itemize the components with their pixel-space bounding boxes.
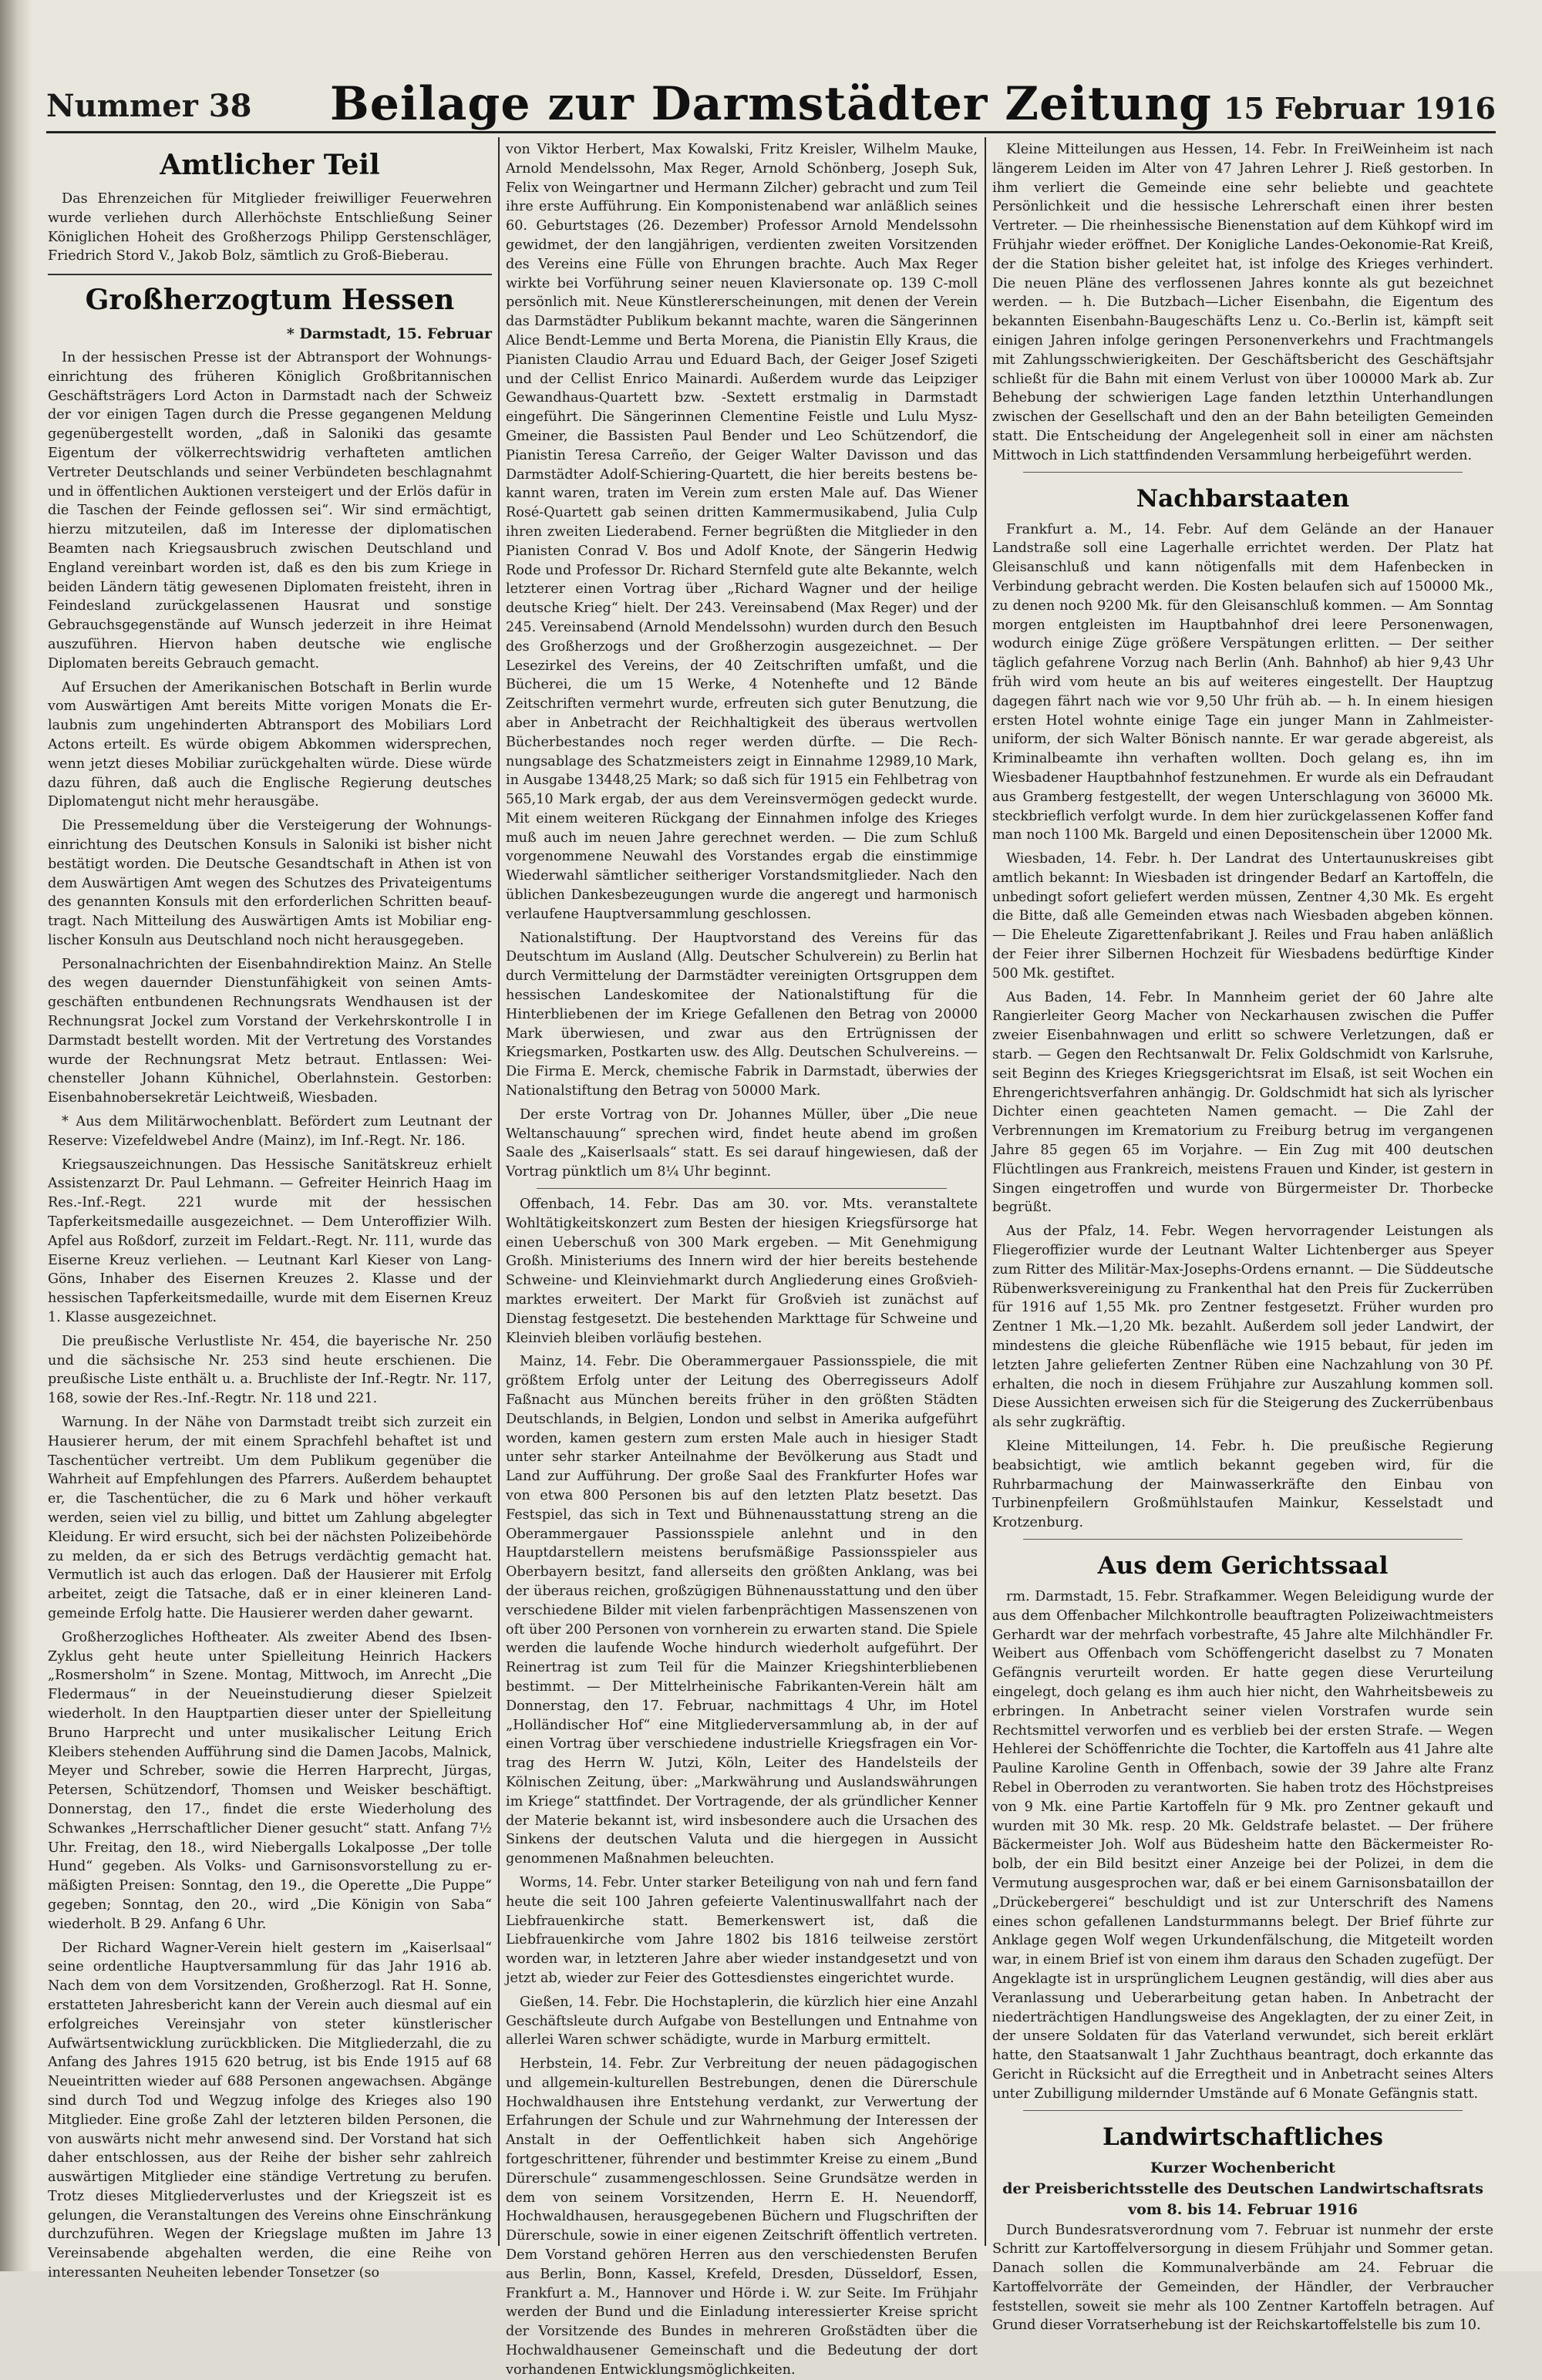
article-paragraph: Herbstein, 14. Febr. Zur Verbreitung der neuen pädagogischen und allgemein-kulturellen Bestrebungen, denen die Dürerschule Hochwaldhausen ihre Entstehung verdankt, zur Verwertung der Erfahrungen der Schule und zur Wahrnehmung der Interessen der Anstalt in der Oeffentlichkeit haben sich Angehörige fortgeschrittener, führender und bestimmter Kreise zu einem „Bund Dürerschule“ zusammengeschlossen. Seine Grundsätze werden in dem von seinem Vorsitzenden, Herrn E. H. Neuendorff, Hochwaldhausen, herausgegebenen Büchern und Flugschriften der Dürerschule, sowie in einer eigenen Zeitschrift öffentlich vertreten. Dem Vorstand gehören Herren aus den verschiedensten Berufen aus Berlin, Bonn, Kassel, Krefeld, Dresden, Düsseldorf, Essen, Frankfurt a. M., Hannover und Hörde i. W. zur Seite. Im Frühjahr werden der Bund und die Einladung interessierter Kreise spricht der Vorsitzende des Bundes in mehreren Großstädten über die Hochwaldhausener Gemeinschaft und die Bedeutung der dort vorhandenen Entwicklungsmöglichkeiten. bbox=[506, 2056, 978, 2378]
masthead bbox=[46, 77, 1496, 131]
article-paragraph: Personalnachrichten der Eisenbahndirektion Mainz. An Stelle des wegen dauernder Dienstunfähigkeit von seinen Amtsgeschäften entbundenen Rechnungsrats Wendhausen ist der Rechnungsrat Jockel zum Vorstand der Verkehrskontrolle I in Darmstadt bestellt worden. Mit der Vertretung des Vorstandes wurde der Rechnungsrat Metz betraut. Entlassen: Weichensteller Johann Kühnichel, Oberlahnstein. Gestorben: Eisenbahnobersekretär Leichtweiß, Wiesbaden. bbox=[48, 956, 492, 1106]
section-heading-amtlich: Amtlicher Teil bbox=[160, 149, 380, 181]
article-paragraph: von Viktor Herbert, Max Kowalski, Fritz Kreisler, Wilhelm Mauke, Arnold Mendelssohn, Max Reger, Arnold Schönberg, Joseph Suk, Felix von Weingartner und Hermann Zilcher) gebracht und zum Teil ihre erste Aufführung. Ein Komponistenabend war anläßlich seines 60. Geburtstages (26. Dezember) Professor Arnold Mendelssohn gewidmet, der den langjährigen, verdienten zweiten Vorsitzenden des Vereins eine Fülle von Ehrungen brachte. Auch Max Reger wirkte bei Vorführung seiner neuen Klaviersonate op. 139 C-moll persönlich mit. Neue Künstlererscheinungen, mit denen der Verein das Darmstädter Publikum bekannt machte, waren die Sängerinnen Alice Bendt-Lemme und Berta Morena, die Pianistin Elly Kraus, die Pianisten Claudio Arrau und Eduard Bach, der Geiger Josef Szigeti und der Cellist Enrico Mainardi. Außerdem wurde das Leipziger Gewandhaus-Quartett bzw. -Sextett erstmalig in Darmstadt eingeführt. Die Sängerinnen Clementine Feistle und Lulu Mysz-Gmeiner, die Bassisten Paul Bender und Leo Schützendorf, die Pianistin Teresa Carreño, der Geiger Walter Davisson und das Darmstädter Adolf-Schiering-Quartett, die hier bereits bestens bekannt waren, traten im Verein zum ersten Male auf. Das Wiener Rosé-Quartett gab seinen dritten Kammermusikabend, Julia Culp ihren zweiten Liederabend. Ferner begrüßten die Mitglieder in den Pianisten Conrad V. Bos und Adolf Knote, der Sängerin Hedwig Rode und Professor Dr. Richard Sternfeld gute alte Bekannte, welch letzterer einen Vortrag über „Richard Wagner und der heilige deutsche Krieg“ hielt. Der 243. Vereinsabend (Max Reger) und der 245. Vereinsabend (Arnold Mendelssohn) wurden durch den Besuch des Großherzogs und der Großherzogin ausgezeichnet. — Der Lesezirkel des Vereins, der 40 Zeitschriften umfaßt, und die Bücherei, die um 15 Werke, 4 Notenhefte und 12 Bände Zeitschriften vermehrt wurde, erfreuten sich guter Benutzung, die aber in Anbetracht der Reichhaltigkeit des überaus wertvollen Bücherbestandes noch reger werden dürfte. — Die Rechnungsablage des Schatzmeisters zeigt in Einnahme 12989,10 Mark, in Ausgabe 13448,25 Mark; so daß sich für 1915 ein Fehlbetrag von 565,10 Mark ergab, der aus dem Vereinsvermögen gedeckt wurde. Mit einem weiteren Rückgang der Einnahmen infolge des Krieges muß auch im neuen Jahre gerechnet werden. — Die zum Schluß vorgenommene Neuwahl des Vorstandes ergab die einstimmige Wiederwahl sämtlicher seitheriger Vorstandsmitglieder. Nach den üblichen Dankesbezeugungen wurde die angeregt und harmonisch verlaufene Hauptversammlung geschlossen. bbox=[506, 142, 978, 922]
article-paragraph: Die Pressemeldung über die Versteigerung der Wohnungseinrichtung des Deutschen Konsuls in Saloniki ist bisher nicht bestätigt worden. Die Deutsche Gesandtschaft in Athen ist von dem Auswärtigen Amt wegen des Schutzes des Privateigentums des genannten Konsuls mit den erforderlichen Schritten beauftragt. Nach Mitteilung des Auswärtigen Amts ist Mobiliar englischer Konsuln aus Deutschland noch nicht herausgegeben. bbox=[48, 818, 492, 948]
article-paragraph: In der hessischen Presse ist der Abtransport der Wohnungseinrichtung des früheren Königlich Großbritannischen Geschäftsträgers Lord Acton in Darmstadt nach der Schweiz der vor einigen Tagen durch die Presse gegangenen Meldung gegenübergestellt worden, „daß in Saloniki das gesamte Eigentum der völkerrechtswidrig verhafteten amtlichen Vertreter Deutschlands und seiner Verbündeten beschlagnahmt und in öffentlichen Auktionen versteigert und der Erlös dafür in die Taschen der Feinde geflossen sei“. Wir sind ermächtigt, hierzu mitzuteilen, daß im Interesse der diplomatischen Beamten nach Kriegsausbruch zwischen Deutschland und England vereinbart worden ist, daß es den bis zum Kriege in beiden Ländern tätig gewesenen Diplomaten freisteht, ihren in Feindesland zurückgelassenen Hausrat und sonstige Gebrauchsgegenstände auf Wunsch jederzeit in ihre Heimat auszuführen. Hiervon haben deutsche wie englische Diplomaten bereits Gebrauch gemacht. bbox=[48, 349, 492, 672]
report-period: vom 8. bis 14. Februar 1916 bbox=[1128, 2200, 1358, 2218]
section-heading-landwirtschaft: Landwirtschaftliches bbox=[1103, 2122, 1383, 2151]
report-source: der Preisberichtsstelle des Deutschen Landwirtschaftsrats bbox=[1002, 2180, 1483, 2197]
article-paragraph: Auf Ersuchen der Amerikanischen Botschaft in Berlin wurde vom Auswärtigen Amt bereits Mitte vorigen Monats die Erlaubnis zum ungehinderten Abtransport des Mobiliars Lord Actons erteilt. Es würde obigem Abkommen widersprechen, wenn jetzt dieses Mobiliar zurückgehalten würde. Diese würde dazu führen, daß auch die Englische Regierung deutsches Diplomatengut nicht mehr herausgäbe. bbox=[48, 679, 492, 810]
dateline: * Darmstadt, 15. Februar bbox=[286, 325, 492, 343]
column-rule-1 bbox=[498, 137, 500, 2246]
binding-edge bbox=[0, 0, 32, 2271]
article-paragraph: Aus Baden, 14. Febr. In Mannheim geriet der 60 Jahre alte Rangierleiter Georg Macher von Neckarhausen zwischen die Puffer zweier Eisenbahnwagen und erlitt so schwere Verletzungen, daß er starb. — Gegen den Rechtsanwalt Dr. Felix Goldschmidt von Karlsruhe, seit Beginn des Krieges Kriegsgerichtsrat im Elsaß, ist seit Wochen ein Ehrengerichtsverfahren anhängig. Dr. Goldschmidt hat sich als lyrischer Dichter einen geachteten Namen gemacht. — Die Zahl der Verbrennungen im Krematorium zu Freiburg betrug im vergangenen Jahre 85 gegen 65 im Vorjahre. — Ein Zug mit 400 deutschen Flüchtlingen aus Frankreich, meistens Frauen und Kinder, ist gestern in Singen eingetroffen und wurde von Bürgermeister Dr. Thorbecke begrüßt. bbox=[992, 989, 1493, 1216]
article-paragraph: Offenbach, 14. Febr. Das am 30. vor. Mts. veranstaltete Wohltätigkeitskonzert zum Besten der hiesigen Kriegsfürsorge hat einen Ueberschuß von 300 Mark ergeben. — Mit Genehmigung Großh. Ministeriums des Innern wird der hier bereits bestehende Schweine- und Kleinviehmarkt durch Angliederung eines Großviehmarktes erweitert. Der Markt für Großvieh ist zunächst auf Dienstag festgesetzt. Die bestehenden Markttage für Schweine und Kleinvieh bleiben vorläufig bestehen. bbox=[506, 1197, 978, 1346]
article-paragraph: Kleine Mitteilungen aus Hessen, 14. Febr. In FreiWeinheim ist nach längerem Leiden im Alter von 47 Jahren Lehrer J. Rieß gestorben. In ihm verliert die Gemeinde eine sehr beliebte und geachtete Persönlichkeit und die hessische Lehrerschaft einen ihrer besten Vertreter. — Die rheinhessische Bienenstation auf dem Kühkopf wird im Frühjahr wieder eröffnet. Der Konigliche Landes-Oekonomie-Rat Kreiß, der die Station bisher geleitet hat, ist infolge des Krieges verhindert. Die neuen Pläne des verflossenen Jahres konnte als gut bezeichnet werden. — h. Die Butzbach—Licher Eisenbahn, die Eigentum des bekannten Eisenbahn-Baugeschäfts Lenz u. Co.-Berlin ist, kämpft seit einigen Jahren infolge geringen Personenverkehrs und Frachtmangels mit Zahlungsschwierigkeiten. Der Geschäftsbericht des Geschäftsjahr schließt für die Bahn mit einem Verlust von über 100000 Mark ab. Zur Behebung der schwierigen Lage fanden letzthin Unterhandlungen zwischen der Gesellschaft und den an der Bahn beteiligten Gemeinden statt. Die Entscheidung der Angelegenheit soll in einer am nächsten Mittwoch in Lich stattfindenden Versammlung herbeigeführt werden. bbox=[992, 142, 1493, 463]
newspaper-title: Beilage zur Darmstädter Zeitung bbox=[330, 77, 1212, 131]
article-amtlich: Das Ehrenzeichen für Mitglieder freiwilliger Feuerwehren wurde verliehen durch Allerhöchste Entschließung Seiner Königlichen Hoheit des Großherzogs Philipp Gerstenschläger, Friedrich Stord V., Jakob Bolz, sämtlich zu Groß-Bieberau. bbox=[48, 191, 492, 264]
section-divider bbox=[1023, 2110, 1463, 2111]
masthead-rule bbox=[46, 131, 1496, 133]
section-divider bbox=[1023, 1539, 1463, 1540]
section-divider bbox=[537, 1188, 947, 1189]
column-3 bbox=[992, 140, 1493, 2334]
issue-number: Nummer 38 bbox=[46, 88, 252, 124]
article-paragraph: Warnung. In der Nähe von Darmstadt treibt sich zurzeit ein Hausierer herum, der mit einem Sprachfehl behaftet ist und Taschentücher vertreibt. Um dem Publikum gegenüber die Wahrheit auf Empfehlungen des Pfarrers. Außerdem behauptet er, die Taschentücher, die zu 6 Mark und höher verkauft werden, seien viel zu billig, und bittet um Zahlung abgelegter Kleidung. Er wird ersucht, sich bei der nächsten Polizeibehörde zu melden, da er sich des Betrugs verdächtig gemacht hat. Vermutlich ist auch das erlogen. Daß der Hausierer mit Erfolg arbeitet, zeigt die Tatsache, daß er in einer kleineren Landgemeinde Erfolg hatte. Die Hausierer werden daher gewarnt. bbox=[48, 1415, 492, 1621]
article-paragraph: Durch Bundesratsverordnung vom 7. Februar ist nunmehr der erste Schritt zur Kartoffelversorgung in diesem Frühjahr und Sommer getan. Danach sollen die Kommunalverbände am 24. Februar die Kartoffelvorräte der Gemeinden, der Händler, der Verbraucher feststellen, soweit sie mehr als 100 Zentner Kartoffeln betragen. Auf Grund dieser Vorratserhebung ist der Reichskartoffelstelle bis zum 10. bbox=[992, 2222, 1493, 2334]
article-paragraph: Aus der Pfalz, 14. Febr. Wegen hervorragender Leistungen als Fliegeroffizier wurde der Leutnant Walter Lichtenberger aus Speyer zum Ritter des Militär-Max-Josephs-Ordens ernannt. — Die Süddeutsche Rübenwerksvereinigung zu Frankenthal hat den Preis für Zuckerrüben für 1916 auf 1,55 Mk. pro Zentner festgesetzt. Früher wurden pro Zentner 1 Mk.—1,20 Mk. bezahlt. Außerdem soll jeder Landwirt, der mindestens die gleiche Rübenfläche wie 1915 bebaut, für jeden im letzten Jahre gelieferten Zentner Rüben eine Nachzahlung von 30 Pf. erhalten, die noch in diesem Frühjahre zur Auszahlung kommen soll. Diese Aussichten erweisen sich für die Steigerung des Zuckerrübenbaus als sehr zugkräftig. bbox=[992, 1224, 1493, 1431]
article-paragraph: Mainz, 14. Febr. Die Oberammergauer Passionsspiele, die mit größtem Erfolg unter der Leitung des Oberregisseurs Adolf Faßnacht aus München bereits früher in den größten Städten Deutschlands, in Belgien, London und selbst in Amerika aufgeführt worden, kamen gestern zum ersten Male auch in hiesiger Stadt unter sehr starker Anteilnahme der Bevölkerung aus Stadt und Land zur Aufführung. Der große Saal des Frankfurter Hofes war von etwa 800 Personen bis auf den letzten Platz besetzt. Das Festspiel, das sich in Text und Bühnenausstattung streng an die Oberammergauer Passionsspiele anlehnt und in den Hauptdarstellern meistens berufsmäßige Passionsspieler aus Oberbayern besitzt, fand allerseits den größten Anklang, was bei der überaus reichen, großzügigen Bühnenausstattung und den über verschiedene Bilder mit vielen farbenprächtigen Massenszenen von oft über 200 Personen von vornherein zu erwarten stand. Die Spiele werden die laufende Woche hindurch wiederholt aufgeführt. Der Reinertrag ist zum Teil für die Mainzer Kriegshinterbliebenen bestimmt. — Der Mittelrheinische Fabrikanten-Verein hält am Donnerstag, den 17. Februar, nachmittags 4 Uhr, im Hotel „Holländischer Hof“ eine Mitgliederversammlung ab, in der auf einen Vortrag über verschiedene industrielle Kriegsfragen ein Vortrag des Herrn W. Jutzi, Köln, Leiter des Handelsteils der Kölnischen Zeitung, über: „Markwährung und Auslandswährungen im Kriege“ stattfindet. Der Vortragende, der als gründlicher Kenner der Materie bekannt ist, wird insbesondere auch die Ursachen des Sinkens der deutschen Valuta und die hiergegen in Aussicht genommenen Maßnahmen beleuchten. bbox=[506, 1354, 978, 1867]
issue-date: 15 Februar 1916 bbox=[1223, 91, 1496, 126]
report-subtitle: Kurzer Wochenbericht bbox=[1150, 2159, 1335, 2176]
article-paragraph: Der erste Vortrag von Dr. Johannes Müller, über „Die neue Weltanschauung“ sprechen wird, findet heute abend im großen Saale des „Kaiserlsaals“ statt. Es sei darauf hingewiesen, daß der Vortrag pünktlich um 8¼ Uhr beginnt. bbox=[506, 1106, 978, 1180]
section-heading-gerichtssaal: Aus dem Gerichtssaal bbox=[1097, 1551, 1389, 1580]
column-2 bbox=[506, 140, 978, 2378]
article-paragraph: Kriegsauszeichnungen. Das Hessische Sanitätskreuz erhielt Assistenzarzt Dr. Paul Lehmann. — Gefreiter Heinrich Haag im Res.-Inf.-Regt. 221 wurde mit der hessischen Tapferkeitsmedaille ausgezeichnet. — Dem Unteroffizier Wilh. Apfel aus Roßdorf, zurzeit im Feldart.-Regt. Nr. 111, wurde das Eiserne Kreuz verliehen. — Leutnant Karl Kieser von Lang-Göns, Inhaber des Eisernen Kreuzes 2. Klasse und der hessischen Tapferkeitsmedaille, wurde mit dem Eisernen Kreuz 1. Klasse ausgezeichnet. bbox=[48, 1156, 492, 1326]
article-paragraph: Großherzogliches Hoftheater. Als zweiter Abend des Ibsen-Zyklus geht heute unter Spielleitung Heinrich Hackers „Rosmersholm“ in Szene. Montag, Mittwoch, im Anrecht „Die Fledermaus“ in der Neueinstudierung dieser Spielzeit wiederholt. In den Hauptpartien dieser unter der Spielleitung Bruno Harprecht und unter musikalischer Leitung Erich Kleibers stehenden Aufführung sind die Damen Jacobs, Malnick, Meyer und Schreber, sowie die Herren Harprecht, Jürgas, Petersen, Schützendorf, Thomsen und Weisker beschäftigt. Donnerstag, den 17., findet die erste Wiederholung des Schwankes „Herrschaftlicher Diener gesucht“ statt. Anfang 7½ Uhr. Freitag, den 18., wird Niebergalls Lokalposse „Der tolle Hund“ gegeben. Als Volks- und Garnisonsvorstellung zu ermäßigten Preisen: Sonntag, den 19., die Operette „Die Puppe“ gegeben; Sonntag, den 20., wird „Die Königin von Saba“ wiederholt. B 29. Anfang 6 Uhr. bbox=[48, 1629, 492, 1932]
section-divider bbox=[48, 274, 492, 275]
section-heading-hessen: Großherzogtum Hessen bbox=[85, 284, 455, 317]
column-1 bbox=[48, 140, 492, 2281]
article-paragraph: Worms, 14. Febr. Unter starker Beteiligung von nah und fern fand heute die seit 100 Jahren gefeierte Valentinuswallfahrt nach der Liebfrauenkirche statt. Bemerkenswert ist, daß die Liebfrauenkirche vom Jahre 1802 bis 1816 teilweise zerstört worden war, in letzteren Jahre aber wieder instandgesetzt und von jetzt ab, wieder zur Feier des Gottesdienstes eingerichtet wurde. bbox=[506, 1874, 978, 1986]
section-divider bbox=[1023, 472, 1463, 473]
article-paragraph: Nationalstiftung. Der Hauptvorstand des Vereins für das Deutschtum im Ausland (Allg. Deutscher Schulverein) zu Berlin hat durch Vermittelung der Darmstädter vereinigten Ortsgruppen dem hessischen Landeskomitee der Nationalstiftung für die Hinterbliebenen der im Kriege Gefallenen den Betrag von 20000 Mark überwiesen, und zwar aus den Ertrügnissen der Kriegsmarken, Postkarten usw. des Allg. Deutschen Schulvereins. — Die Firma E. Merck, chemische Fabrik in Darmstadt, überwies der Nationalstiftung den Betrag von 50000 Mark. bbox=[506, 930, 978, 1099]
article-paragraph: Frankfurt a. M., 14. Febr. Auf dem Gelände an der Hanauer Landstraße soll eine Lagerhalle errichtet werden. Der Platz hat Gleisanschluß und kann nötigenfalls mit dem Hafenbecken in Verbindung gebracht werden. Die Kosten belaufen sich auf 150000 Mk., zu denen noch 9200 Mk. für den Gleisanschluß kommen. — Am Sonntag morgen entgleisten im Hauptbahnhof drei leere Personenwagen, wodurch einige Züge größere Verspätungen erlitten. — Der seither täglich gefahrene Vorzug nach Berlin (Anh. Bahnhof) ab hier 9,43 Uhr früh wird vom heute an bis auf weiteres eingestellt. Der Hauptzug dagegen fährt nach wie vor 9,50 Uhr früh ab. — h. In einem hiesigen ersten Hotel wohnte einige Tage ein junger Mann in Zahlmeisteruniform, der sich Walter Bönisch nannte. Er war gerade abgereist, als Kriminalbeamte ihn verhaften wollten. Doch gelang es, ihn im Wiesbadener Hauptbahnhof festzunehmen. Er wurde als ein Defraudant aus Gramberg festgestellt, der wegen Unterschlagung von 36000 Mk. steckbrieflich verfolgt wurde. In dem hier zurückgelassenen Koffer fand man noch 1100 Mk. Bargeld und einen Depositenschein über 12000 Mk. bbox=[992, 521, 1493, 843]
article-paragraph: Der Richard Wagner-Verein hielt gestern im „Kaiserlsaal“ seine ordentliche Hauptversammlung für das Jahr 1916 ab. Nach dem von dem Vorsitzenden, Großherzogl. Rat H. Sonne, erstatteten Jahresbericht kann der Verein auch diesmal auf ein erfolgreiches Vereinsjahr von steter künstlerischer Aufwärtsentwicklung zurückblicken. Die Mitgliederzahl, die zu Anfang des Jahres 1915 620 betrug, ist bis Ende 1915 auf 68 Neueintritten wieder auf 688 Personen angewachsen. Abgänge sind durch Tod und Wegzug infolge des Krieges also 190 Mitglieder. Eine große Zahl der letzteren bilden Personen, die von auswärts nicht mehr anwesend sind. Der Vorstand hat sich daher entschlossen, aus der Reihe der bisher sehr zahlreich auswärtigen Mitglieder eine ständige Vertretung zu berufen. Trotz dieses Mitgliederverlustes und der Kriegszeit ist es gelungen, die Veranstaltungen des Vereins ohne Einschränkung durchzuführen. Wegen der Kriegslage mußten im Jahre 13 Vereinsabende abgehalten werden, die eine Reihe von interessanten Neuheiten lebender Tonsetzer (so bbox=[48, 1940, 492, 2281]
article-paragraph: Gießen, 14. Febr. Die Hochstaplerin, die kürzlich hier eine Anzahl Geschäftsleute durch Aufgabe von Bestellungen und Entnahme von allerlei Waren schwer schädigte, wurde in Marburg ermittelt. bbox=[506, 1994, 978, 2048]
section-heading-nachbarstaaten: Nachbarstaaten bbox=[1136, 484, 1350, 513]
column-rule-2 bbox=[985, 137, 986, 2246]
article-paragraph: * Aus dem Militärwochenblatt. Befördert zum Leutnant der Reserve: Vizefeldwebel Andre (Mainz), im Inf.-Regt. Nr. 186. bbox=[48, 1114, 492, 1149]
article-paragraph: Kleine Mitteilungen, 14. Febr. h. Die preußische Regierung beabsichtigt, wie amtlich bekannt gegeben wird, für die Ruhrbarmachung der Mainwasserkräfte den Einbau von Turbinenpfeilern Großmühlstaufen Mainkur, Kesselstadt und Krotzenburg. bbox=[992, 1439, 1493, 1531]
article-paragraph: Wiesbaden, 14. Febr. h. Der Landrat des Untertaunuskreises gibt amtlich bekannt: In Wiesbaden ist dringender Bedarf an Kartoffeln, die unbedingt sofort geliefert werden müssen, Zentner 4,30 Mk. Es ergeht die Bitte, daß alle Gemeinden etwas nach Wiesbaden abgeben können. — Die Eheleute Zigarettenfabrikant J. Reiles und Frau haben anläßlich der Feier ihrer Silbernen Hochzeit für Wiesbadens bedürftige Kinder 500 Mk. gestiftet. bbox=[992, 851, 1493, 981]
article-paragraph: rm. Darmstadt, 15. Febr. Strafkammer. Wegen Beleidigung wurde der aus dem Offenbacher Milchkontrolle beauftragten Polizeiwachtmeisters Gerhardt war der mehrfach vorbestrafte, 45 Jahre alte Milchhändler Fr. Weibert aus Offenbach vom Schöffengericht daselbst zu 7 Monaten Gefängnis verurteilt worden. Er hatte gegen diese Verurteilung eingelegt, doch gelang es ihm auch hier nicht, den Wahrheitsbeweis zu erbringen. In Anbetracht seiner vielen Vorstrafen wurde sein Rechtsmittel verworfen und es verblieb bei der ersten Strafe. — Wegen Hehlerei der Schöffenrichte die Tochter, die Kartoffeln aus 41 Jahre alte Pauline Karoline Genth in Offenbach, sowie der 39 Jahre alte Franz Rebel in Oberroden zu verantworten. Sie haben trotz des Höchstpreises von 9 Mk. eine Partie Kartoffeln für 9 Mk. pro Zentner gekauft und wurden mit 30 Mk. resp. 20 Mk. Geldstrafe belastet. — Der frühere Bäckermeister Joh. Wolf aus Büdesheim hatte den Bäckermeister Robolb, der ein Bild besitzt einer Anzeige bei der Polizei, in dem die Vermutung ausgesprochen war, daß er bei einem Garnisonsbataillon der „Drückebergerei“ beschuldigt und ist zur Unterschrift des Namens eines schon gefallenen Landsturmmanns belegt. Der Brief führte zur Anklage gegen Wolf wegen Urkundenfälschung, die Mitgeteilt worden war, in einem Brief ist von einem ihm daraus den Schaden zugefügt. Der Angeklagte ist in ursprünglichem Leugnen geständig, will dies aber aus Veranlassung und Ueberarbeitung getan haben. In Anbetracht der niederträchtigen Handlungsweise des Angeklagten, der zu einer Zeit, in der unsere Soldaten für das Vaterland verwundet, sich bereit erklärt hatte, den Staatsanwalt 1 Jahr Zuchthaus beantragt, doch erkannte das Gericht in Rücksicht auf die Erregtheit und in Anbetracht seines Alters unter Zubilligung mildernder Umstände auf 6 Monate Gefängnis statt. bbox=[992, 1588, 1493, 2102]
article-paragraph: Die preußische Verlustliste Nr. 454, die bayerische Nr. 250 und die sächsische Nr. 253 sind heute erschienen. Die preußische Liste enthält u. a. Bruchliste der Inf.-Regtr. Nr. 117, 168, sowie der Res.-Inf.-Regtr. Nr. 118 und 221. bbox=[48, 1333, 492, 1407]
